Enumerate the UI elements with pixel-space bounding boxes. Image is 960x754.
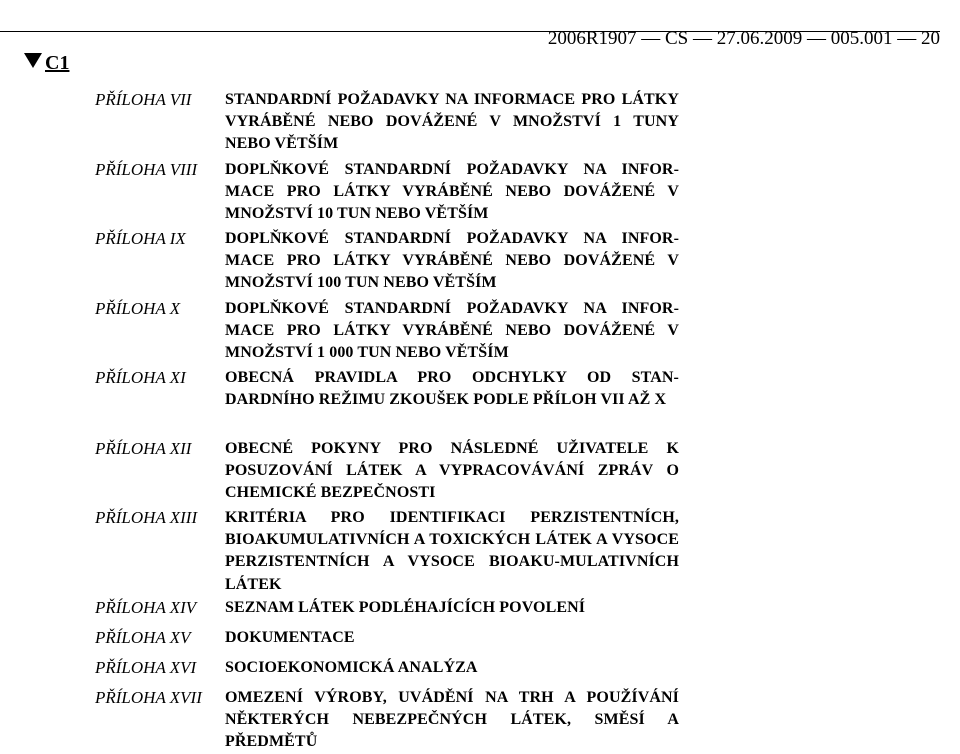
annex-title: DOKUMENTACE [225, 629, 355, 646]
annex-title: SOCIOEKONOMICKÁ ANALÝZA [225, 659, 478, 676]
annex-label: PŘÍLOHA XIV [95, 598, 197, 617]
annex-label: PŘÍLOHA X [95, 299, 181, 318]
triangle-down-icon [24, 53, 42, 68]
annex-label: PŘÍLOHA XIII [95, 508, 198, 527]
annex-title: DOPLŇKOVÉ STANDARDNÍ POŽADAVKY NA INFOR-MACE PRO LÁTKY VYRÁBĚNÉ NEBO DOVÁŽENÉ V MNOŽSTVÍ 10 TUN NEBO VĚTŠÍM [225, 161, 679, 223]
annex-title: DOPLŇKOVÉ STANDARDNÍ POŽADAVKY NA INFOR-MACE PRO LÁTKY VYRÁBĚNÉ NEBO DOVÁŽENÉ V MNOŽSTVÍ 100 TUN NEBO VĚTŠÍM [225, 230, 679, 292]
annex-label: PŘÍLOHA XVII [95, 688, 202, 707]
annex-title: STANDARDNÍ POŽADAVKY NA INFORMACE PRO LÁTKY VYRÁBĚNÉ NEBO DOVÁŽENÉ V MNOŽSTVÍ 1 TUNY NEBO VĚTŠÍM [225, 91, 679, 153]
annex-label: PŘÍLOHA VII [95, 90, 192, 109]
annex-title: DOPLŇKOVÉ STANDARDNÍ POŽADAVKY NA INFOR-MACE PRO LÁTKY VYRÁBĚNÉ NEBO DOVÁŽENÉ V MNOŽSTVÍ 1 000 TUN NEBO VĚTŠÍM [225, 300, 679, 362]
annex-title: OMEZENÍ VÝROBY, UVÁDĚNÍ NA TRH A POUŽÍVÁNÍ NĚKTERÝCH NEBEZPEČNÝCH LÁTEK, SMĚSÍ A PŘEDMĚTŮ [225, 689, 679, 751]
annex-label: PŘÍLOHA IX [95, 229, 186, 248]
amendment-marker-label: C1 [45, 52, 70, 74]
annex-title: OBECNÉ POKYNY PRO NÁSLEDNÉ UŽIVATELE K POSUZOVÁNÍ LÁTEK A VYPRACOVÁVÁNÍ ZPRÁV O CHEMICKÉ BEZPEČNOSTI [225, 440, 679, 502]
annex-label: PŘÍLOHA VIII [95, 160, 198, 179]
annex-title: OBECNÁ PRAVIDLA PRO ODCHYLKY OD STAN-DARDNÍHO REŽIMU ZKOUŠEK PODLE PŘÍLOH VII AŽ X [225, 369, 679, 409]
document-reference: 2006R1907 — CS — 27.06.2009 — 005.001 — 20 [547, 28, 940, 49]
annex-label: PŘÍLOHA XVI [95, 658, 197, 677]
annex-title: SEZNAM LÁTEK PODLÉHAJÍCÍCH POVOLENÍ [225, 599, 586, 616]
annex-label: PŘÍLOHA XII [95, 439, 192, 458]
annex-title: KRITÉRIA PRO IDENTIFIKACI PERZISTENTNÍCH, BIOAKUMULATIVNÍCH A TOXICKÝCH LÁTEK A VYSOCE PERZISTENTNÍCH A VYSOCE BIOAKU-MULATIVNÍCH LÁTEK [225, 509, 679, 593]
amendment-marker [24, 51, 69, 75]
annex-label: PŘÍLOHA XI [95, 368, 186, 387]
annex-label: PŘÍLOHA XV [95, 628, 191, 647]
page-header [0, 0, 940, 49]
